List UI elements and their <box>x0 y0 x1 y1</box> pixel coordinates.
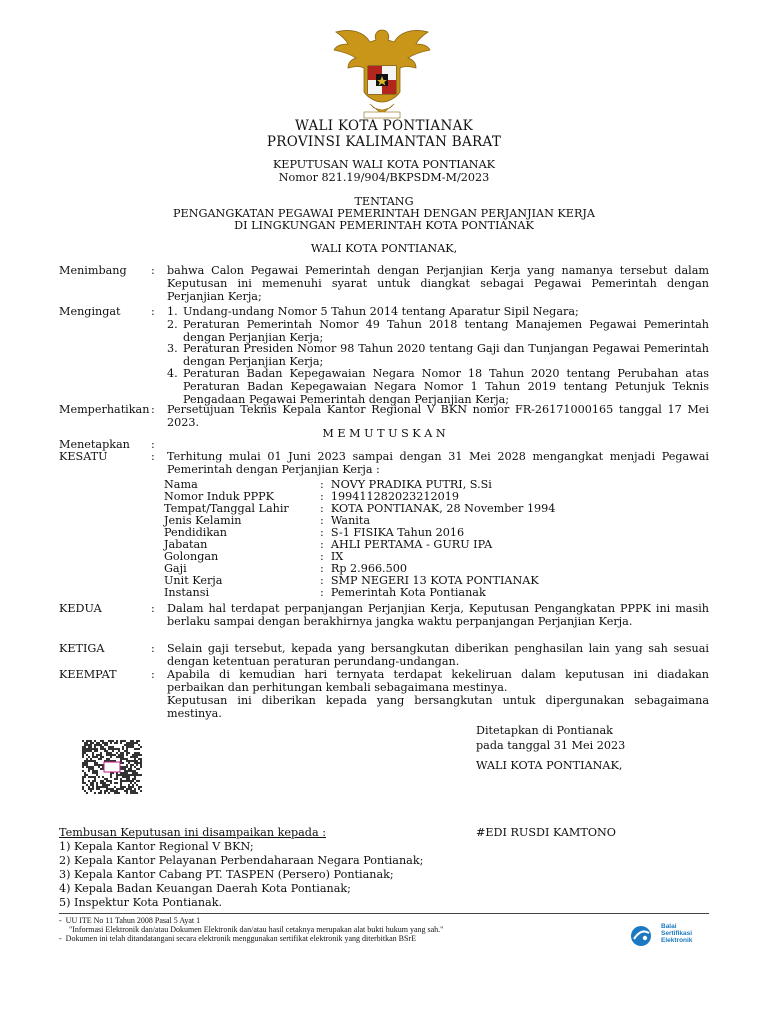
menimbang-text: bahwa Calon Pegawai Pemerintah dengan Perjanjian Kerja yang namanya tersebut dalam Keputusan ini memenuhi syarat untuk diangkat sebagai Pegawai Pemerintah dengan Perjanjian Kerja; <box>167 264 709 303</box>
footer-line-1: - UU ITE No 11 Tahun 2008 Pasal 5 Ayat 1 <box>59 916 201 925</box>
field-label: Unit Kerja <box>164 574 223 587</box>
decree-number: Nomor 821.19/904/BKPSDM-M/2023 <box>278 171 490 184</box>
menetapkan-label: Menetapkan <box>59 438 130 451</box>
memperhatikan-text: Persetujuan Teknis Kepala Kantor Regional V BKN nomor FR-26171000165 tanggal 17 Mei 2023. <box>167 403 709 429</box>
field-value: : IX <box>320 550 344 563</box>
keempat-text-1: Apabila di kemudian hari ternyata terdapat kekeliruan dalam keputusan ini diadakan perbaikan dan perhitungan kembali sebagaimana mestinya. <box>167 668 709 694</box>
field-label: Jenis Kelamin <box>164 514 242 527</box>
keempat-label: KEEMPAT <box>59 668 117 681</box>
field-value: : SMP NEGERI 13 KOTA PONTIANAK <box>320 574 539 587</box>
field-label: Tempat/Tanggal Lahir <box>164 502 289 515</box>
kedua-label: KEDUA <box>59 602 102 615</box>
field-value: : Rp 2.966.500 <box>320 562 407 575</box>
field-value: : Wanita <box>320 514 371 527</box>
menetapkan-row: Menetapkan : <box>59 438 155 451</box>
memutuskan-heading: M E M U T U S K A N <box>322 427 446 440</box>
kesatu-label: KESATU <box>59 450 108 463</box>
bsre-logo-text: Balai Sertifikasi Elektronik <box>661 923 693 944</box>
field-value: : NOVY PRADIKA PUTRI, S.Si <box>320 478 492 491</box>
field-value: : S-1 FISIKA Tahun 2016 <box>320 526 465 539</box>
field-label: Jabatan <box>164 538 208 551</box>
tembusan-title: Tembusan Keputusan ini disampaikan kepada : <box>59 826 326 839</box>
kedua-text: Dalam hal terdapat perpanjangan Perjanjian Kerja, Keputusan Pengangkatan PPPK ini masih berlaku sampai dengan berakhirnya jangka waktu perpanjangan Perjanjian Kerja. <box>167 602 709 628</box>
list-item: 5) Inspektur Kota Pontianak. <box>59 896 223 909</box>
signature-date: pada tanggal 31 Mei 2023 <box>476 739 626 752</box>
qr-code-icon <box>82 740 142 794</box>
signature-place: Ditetapkan di Pontianak <box>476 724 613 737</box>
about-label: TENTANG <box>354 195 414 208</box>
field-label: Pendidikan <box>164 526 227 539</box>
footer-line-3: - Dokumen ini telah ditandatangani secara elektronik menggunakan sertifikat elektronik yang diterbitkan BSrE <box>59 934 416 943</box>
field-label: Nomor Induk PPPK <box>164 490 275 503</box>
field-value: : Pemerintah Kota Pontianak <box>320 586 486 599</box>
mengingat-section: Mengingat : 1. Undang-undang Nomor 5 Tahun 2014 tentang Aparatur Sipil Negara; 2. Peraturan Pemerintah Nomor 49 Tahun 2018 tentang Manajemen Pegawai Pemerintah dengan Perjanjian Kerja; 3. Peraturan Presiden Nomor 98 Tahun 2020 tentang Gaji dan Tunjangan Pegawai Pemerintah dengan Perjanjian Kerja; 4. Peraturan Badan Kepegawaian Negara Nomor 18 Tahun 2020 tentang Perubahan atas Peraturan Badan Kepegawaian Negara Nomor 1 Tahun 2019 tentang Petunjuk Teknis Pengadaan Pegawai Pemerintah dengan Perjanjian Kerja; <box>59 305 709 406</box>
list-item: 3) Kepala Kantor Cabang PT. TASPEN (Persero) Pontianak; <box>59 868 394 881</box>
subject-line-1: PENGANGKATAN PEGAWAI PEMERINTAH DENGAN PERJANJIAN KERJA <box>173 207 595 220</box>
field-label: Golongan <box>164 550 219 563</box>
field-label: Nama <box>164 478 198 491</box>
issuer: WALI KOTA PONTIANAK, <box>310 242 458 255</box>
decree-title: KEPUTUSAN WALI KOTA PONTIANAK <box>272 158 496 171</box>
ketiga-section: KETIGA : Selain gaji tersebut, kepada yang bersangkutan diberikan penghasilan lain yang sah sesuai dengan ketentuan peraturan perundang-undangan. <box>59 642 709 668</box>
subject-line-2: DI LINGKUNGAN PEMERINTAH KOTA PONTIANAK <box>234 219 534 232</box>
signature-name: #EDI RUSDI KAMTONO <box>476 826 616 839</box>
menimbang-label: Menimbang <box>59 264 127 277</box>
list-item: 1) Kepala Kantor Regional V BKN; <box>59 840 254 853</box>
field-value: : AHLI PERTAMA - GURU IPA <box>320 538 493 551</box>
mengingat-label: Mengingat <box>59 305 121 318</box>
ketiga-text: Selain gaji tersebut, kepada yang bersangkutan diberikan penghasilan lain yang sah sesuai dengan ketentuan peraturan perundang-undangan. <box>167 642 709 668</box>
title-line-1: WALI KOTA PONTIANAK <box>294 118 474 134</box>
footer-divider <box>59 913 709 914</box>
field-label: Instansi <box>164 586 210 599</box>
memperhatikan-label: Memperhatikan <box>59 403 150 416</box>
kedua-section: KEDUA : Dalam hal terdapat perpanjangan Perjanjian Kerja, Keputusan Pengangkatan PPPK ini masih berlaku sampai dengan berakhirnya jangka waktu perpanjangan Perjanjian Kerja. <box>59 602 709 628</box>
keempat-section: KEEMPAT : Apabila di kemudian hari ternyata terdapat kekeliruan dalam keputusan ini diadakan perbaikan dan perhitungan kembali sebagaimana mestinya. Keputusan ini diberikan kepada yang bersangkutan untuk dipergunakan sebagaimana mestinya. <box>59 668 709 720</box>
field-label: Gaji <box>164 562 187 575</box>
kesatu-section: KESATU : Terhitung mulai 01 Juni 2023 sampai dengan 31 Mei 2028 mengangkat menjadi Pegawai Pemerintah dengan Perjanjian Kerja : <box>59 450 709 476</box>
signature-office: WALI KOTA PONTIANAK, <box>476 759 623 772</box>
title-line-2: PROVINSI KALIMANTAN BARAT <box>266 134 502 150</box>
memperhatikan-section: Memperhatikan : Persetujuan Teknis Kepala Kantor Regional V BKN nomor FR-26171000165 tanggal 17 Mei 2023. <box>59 403 709 429</box>
kesatu-text: Terhitung mulai 01 Juni 2023 sampai dengan 31 Mei 2028 mengangkat menjadi Pegawai Pemerintah dengan Perjanjian Kerja : <box>167 450 709 476</box>
footer-line-2: "Informasi Elektronik dan/atau Dokumen Elektronik dan/atau hasil cetaknya merupakan alat bukti hukum yang sah." <box>59 925 444 934</box>
list-item: 2) Kepala Kantor Pelayanan Perbendaharaan Negara Pontianak; <box>59 854 424 867</box>
field-value: : KOTA PONTIANAK, 28 November 1994 <box>320 502 556 515</box>
keempat-text-2: Keputusan ini diberikan kepada yang bersangkutan untuk dipergunakan sebagaimana mestinya. <box>167 694 709 720</box>
menimbang-section: Menimbang : bahwa Calon Pegawai Pemerintah dengan Perjanjian Kerja yang namanya tersebut dalam Keputusan ini memenuhi syarat untuk diangkat sebagai Pegawai Pemerintah dengan Perjanjian Kerja; <box>59 264 709 303</box>
garuda-emblem-icon <box>330 22 434 122</box>
list-item: 4) Kepala Badan Keuangan Daerah Kota Pontianak; <box>59 882 351 895</box>
ketiga-label: KETIGA <box>59 642 105 655</box>
field-value: : 199411282023212019 <box>320 490 460 503</box>
